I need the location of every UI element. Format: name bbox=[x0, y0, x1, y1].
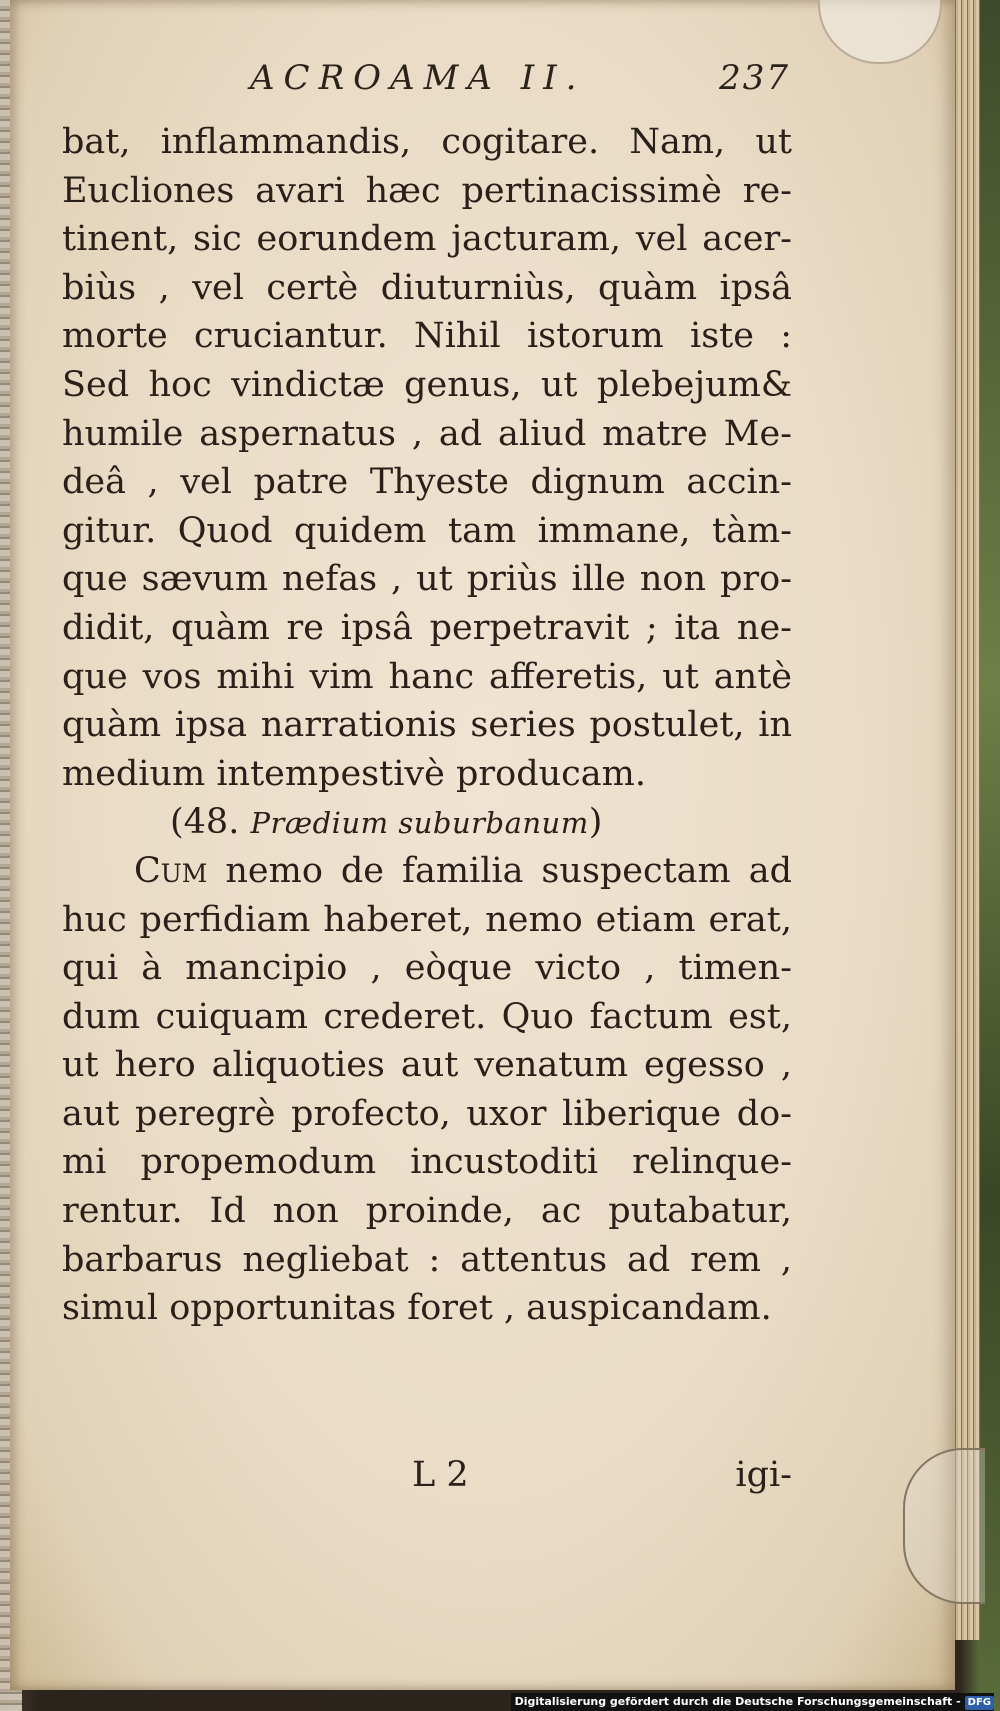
book-page bbox=[10, 0, 955, 1690]
text-line: tinent, sic eorundem jacturam, vel acer- bbox=[62, 219, 792, 260]
page-clip-bottom bbox=[903, 1448, 985, 1604]
section-close: ) bbox=[588, 802, 603, 843]
text-line: deâ , vel patre Thyeste dignum accin- bbox=[62, 462, 792, 503]
credit-text: Digitalisierung gefördert durch die Deutsche Forschungsgemeinschaft - bbox=[514, 1695, 961, 1708]
text-line: morte cruciantur. Nihil istorum iste : bbox=[62, 316, 792, 357]
text-line: aut peregrè profecto, uxor liberique do- bbox=[62, 1093, 792, 1134]
body-text bbox=[62, 118, 792, 1333]
digitization-credit bbox=[511, 1693, 994, 1711]
text-line: gitur. Quod quidem tam immane, tàm- bbox=[62, 510, 792, 551]
page-footer bbox=[62, 1455, 792, 1505]
text-line: biùs , vel certè diuturniùs, quàm ipsâ bbox=[62, 267, 792, 308]
page-header bbox=[250, 58, 790, 104]
text-line: simul opportunitas foret , auspicandam. bbox=[62, 1288, 772, 1329]
section-heading bbox=[62, 798, 792, 847]
running-head: ACROAMA II. bbox=[250, 58, 586, 98]
text-line: humile aspernatus , ad aliud matre Me- bbox=[62, 413, 792, 454]
page-number: 237 bbox=[719, 58, 790, 98]
text-line: Sed hoc vindictæ genus, ut plebejum& bbox=[62, 364, 792, 405]
text-line: didit, quàm re ipsâ perpetravit ; ita ne- bbox=[62, 607, 792, 648]
text-line bbox=[62, 847, 792, 896]
text-line: mi propemodum incustoditi relinque- bbox=[62, 1142, 792, 1183]
text-line: barbarus negliebat : attentus ad rem , bbox=[62, 1239, 792, 1280]
text-line: medium intempestivè producam. bbox=[62, 753, 646, 794]
text-line: que sævum nefas , ut priùs ille non pro- bbox=[62, 559, 792, 600]
text-line: ut hero aliquoties aut venatum egesso , bbox=[62, 1045, 792, 1086]
text-line: huc perfidiam haberet, nemo etiam erat, bbox=[62, 899, 792, 940]
dfg-logo: DFG bbox=[965, 1696, 994, 1710]
text-line: dum cuiquam crederet. Quo factum est, bbox=[62, 996, 792, 1037]
text-line: que vos mihi vim hanc afferetis, ut antè bbox=[62, 656, 792, 697]
text-line: quàm ipsa narrationis series postulet, in bbox=[62, 705, 792, 746]
section-title: Prædium suburbanum bbox=[250, 806, 589, 841]
text-line: qui à mancipio , eòque victo , timen- bbox=[62, 948, 792, 989]
catchword: igi- bbox=[735, 1455, 792, 1495]
text-line: Eucliones avari hæc pertinacissimè re- bbox=[62, 170, 792, 211]
section-initial: Cum bbox=[133, 850, 208, 891]
page-clip-top bbox=[818, 0, 942, 64]
section-first-line: nemo de familia suspectam ad bbox=[207, 850, 792, 891]
section-number: (48. bbox=[170, 802, 240, 843]
signature-mark: L 2 bbox=[412, 1455, 469, 1495]
text-line: rentur. Id non proinde, ac putabatur, bbox=[62, 1191, 792, 1232]
page-stack-edge bbox=[952, 0, 980, 1640]
text-line: bat, inflammandis, cogitare. Nam, ut bbox=[62, 122, 792, 162]
